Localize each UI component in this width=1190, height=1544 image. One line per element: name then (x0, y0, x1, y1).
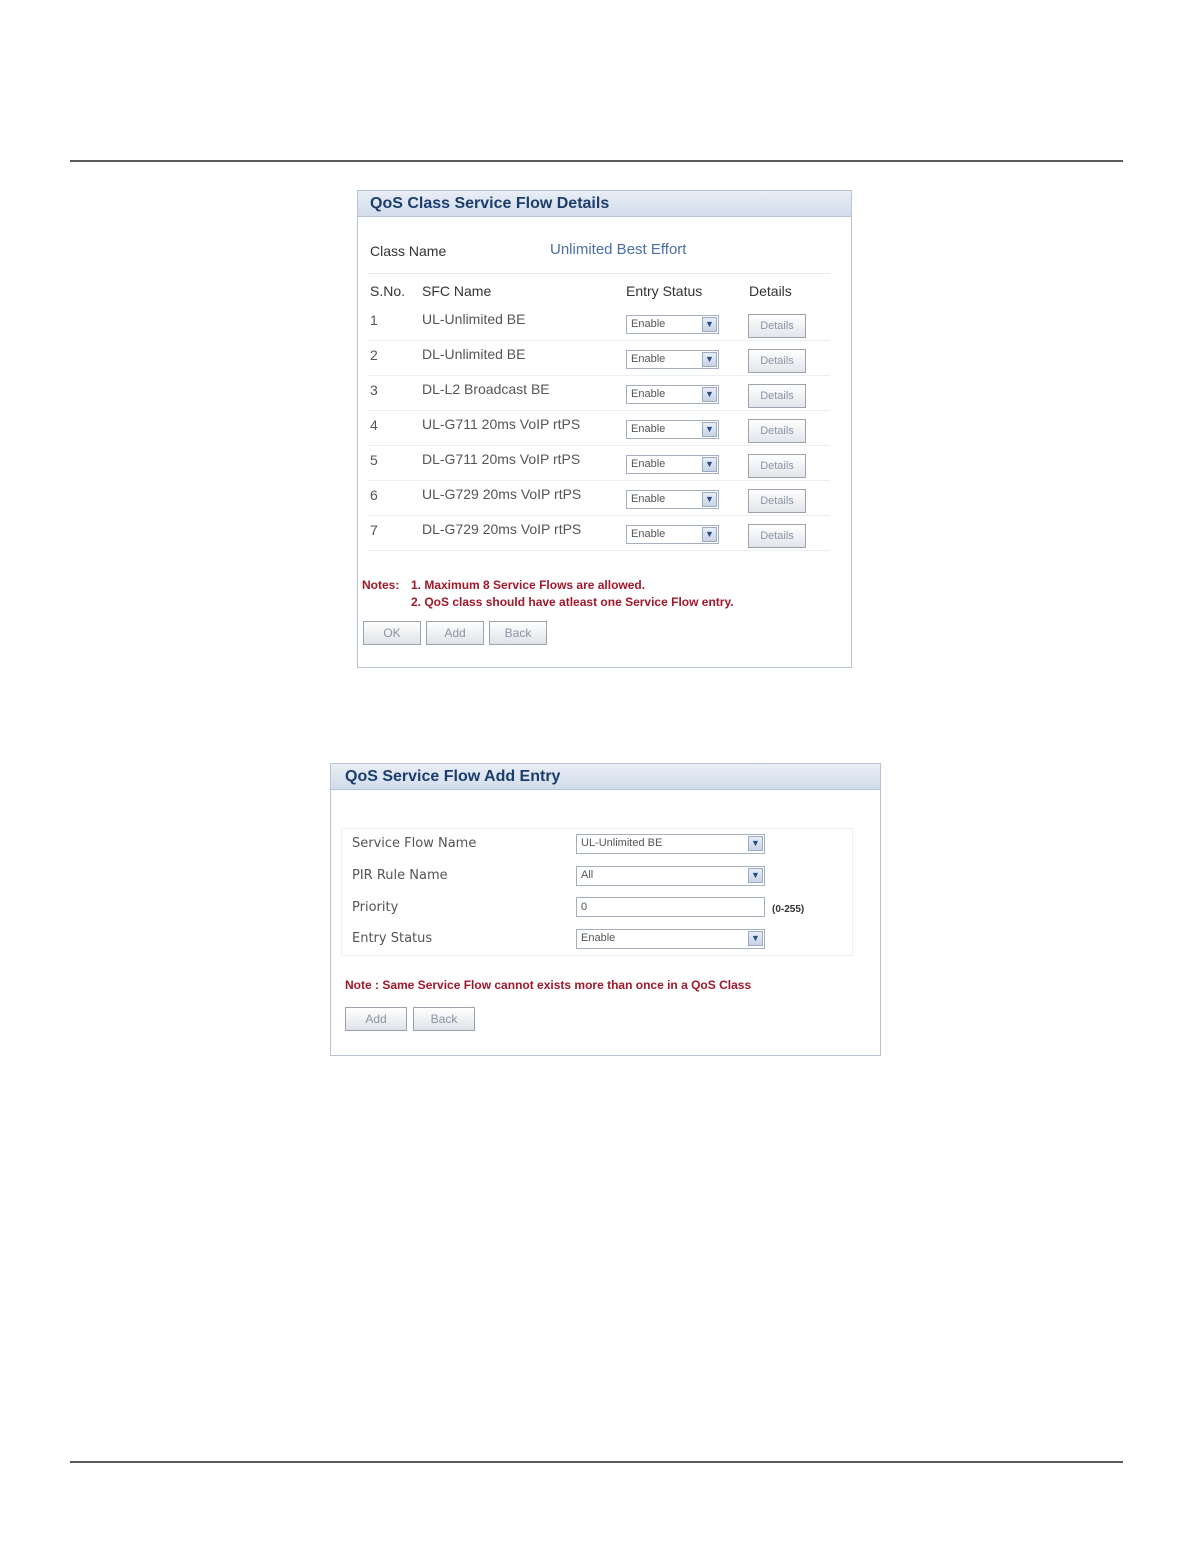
table-row (368, 445, 830, 481)
chevron-down-icon[interactable]: ▼ (748, 836, 763, 851)
row-sfc-name: UL-G711 20ms VoIP rtPS (422, 416, 581, 432)
table-row (368, 515, 830, 551)
class-name-value: Unlimited Best Effort (550, 241, 687, 258)
back-button[interactable]: Back (413, 1007, 475, 1031)
entry-status-value: Enable (581, 932, 616, 944)
priority-label: Priority (352, 900, 399, 915)
details-button[interactable]: Details (748, 419, 806, 443)
class-name-label: Class Name (370, 243, 447, 259)
entry-status-select[interactable] (626, 455, 719, 474)
chevron-down-icon[interactable]: ▼ (748, 931, 763, 946)
row-sno: 1 (370, 312, 378, 328)
entry-status-value: Enable (631, 318, 666, 330)
col-sfc-name-header: SFC Name (422, 283, 492, 299)
chevron-down-icon[interactable]: ▼ (702, 457, 717, 472)
pir-rule-name-value: All (581, 869, 594, 881)
details-button[interactable]: Details (748, 349, 806, 373)
bottom-divider (70, 1461, 1123, 1463)
row-sfc-name: DL-G711 20ms VoIP rtPS (422, 451, 581, 467)
entry-status-label: Entry Status (352, 931, 433, 946)
entry-status-value: Enable (631, 423, 666, 435)
pir-rule-name-select[interactable] (576, 866, 765, 886)
row-sno: 3 (370, 382, 378, 398)
entry-status-value: Enable (631, 353, 666, 365)
entry-status-select[interactable] (626, 490, 719, 509)
class-name-row (368, 233, 830, 274)
entry-status-select[interactable] (576, 929, 765, 949)
chevron-down-icon[interactable]: ▼ (702, 527, 717, 542)
ok-button[interactable]: OK (363, 621, 421, 645)
entry-status-select[interactable] (626, 525, 719, 544)
chevron-down-icon[interactable]: ▼ (702, 492, 717, 507)
note-1: 1. Maximum 8 Service Flows are allowed. (411, 578, 646, 592)
chevron-down-icon[interactable]: ▼ (702, 422, 717, 437)
chevron-down-icon[interactable]: ▼ (702, 352, 717, 367)
notes-label: Notes: (362, 578, 400, 592)
service-flow-name-label: Service Flow Name (352, 836, 477, 851)
panel-title: QoS Service Flow Add Entry (331, 764, 880, 790)
entry-status-value: Enable (631, 458, 666, 470)
pir-rule-name-label: PIR Rule Name (352, 868, 448, 883)
back-button[interactable]: Back (489, 621, 547, 645)
row-sno: 4 (370, 417, 378, 433)
priority-range: (0-255) (772, 904, 805, 915)
note-2: 2. QoS class should have atleast one Service Flow entry. (411, 595, 734, 609)
add-button[interactable]: Add (345, 1007, 407, 1031)
entry-status-select[interactable] (626, 315, 719, 334)
details-button[interactable]: Details (748, 524, 806, 548)
chevron-down-icon[interactable]: ▼ (748, 868, 763, 883)
entry-status-select[interactable] (626, 420, 719, 439)
service-flow-name-value: UL-Unlimited BE (581, 837, 663, 849)
entry-status-select[interactable] (626, 350, 719, 369)
table-row (368, 305, 830, 341)
service-flow-name-select[interactable] (576, 834, 765, 854)
row-sno: 2 (370, 347, 378, 363)
note: Note : Same Service Flow cannot exists more than once in a QoS Class (345, 978, 752, 992)
priority-input[interactable]: 0 (576, 897, 765, 917)
details-button[interactable]: Details (748, 454, 806, 478)
panel-title: QoS Class Service Flow Details (358, 191, 851, 217)
chevron-down-icon[interactable]: ▼ (702, 317, 717, 332)
details-button[interactable]: Details (748, 489, 806, 513)
row-sno: 5 (370, 452, 378, 468)
details-button[interactable]: Details (748, 384, 806, 408)
row-sfc-name: DL-Unlimited BE (422, 346, 526, 362)
row-sno: 6 (370, 487, 378, 503)
entry-status-value: Enable (631, 528, 666, 540)
row-sno: 7 (370, 522, 378, 538)
entry-status-value: Enable (631, 493, 666, 505)
entry-status-value: Enable (631, 388, 666, 400)
col-sno-header: S.No. (370, 283, 406, 299)
table-row (368, 340, 830, 376)
chevron-down-icon[interactable]: ▼ (702, 387, 717, 402)
table-row (368, 410, 830, 446)
entry-status-select[interactable] (626, 385, 719, 404)
col-details-header: Details (749, 283, 792, 299)
add-button[interactable]: Add (426, 621, 484, 645)
col-entry-status-header: Entry Status (626, 283, 703, 299)
qos-class-service-flow-details-panel (357, 190, 852, 668)
row-sfc-name: UL-G729 20ms VoIP rtPS (422, 486, 582, 502)
table-row (368, 375, 830, 411)
row-sfc-name: UL-Unlimited BE (422, 311, 526, 327)
row-sfc-name: DL-G729 20ms VoIP rtPS (422, 521, 582, 537)
row-sfc-name: DL-L2 Broadcast BE (422, 381, 550, 397)
top-divider (70, 160, 1123, 162)
table-row (368, 480, 830, 516)
details-button[interactable]: Details (748, 314, 806, 338)
qos-service-flow-add-entry-panel (330, 763, 881, 1056)
